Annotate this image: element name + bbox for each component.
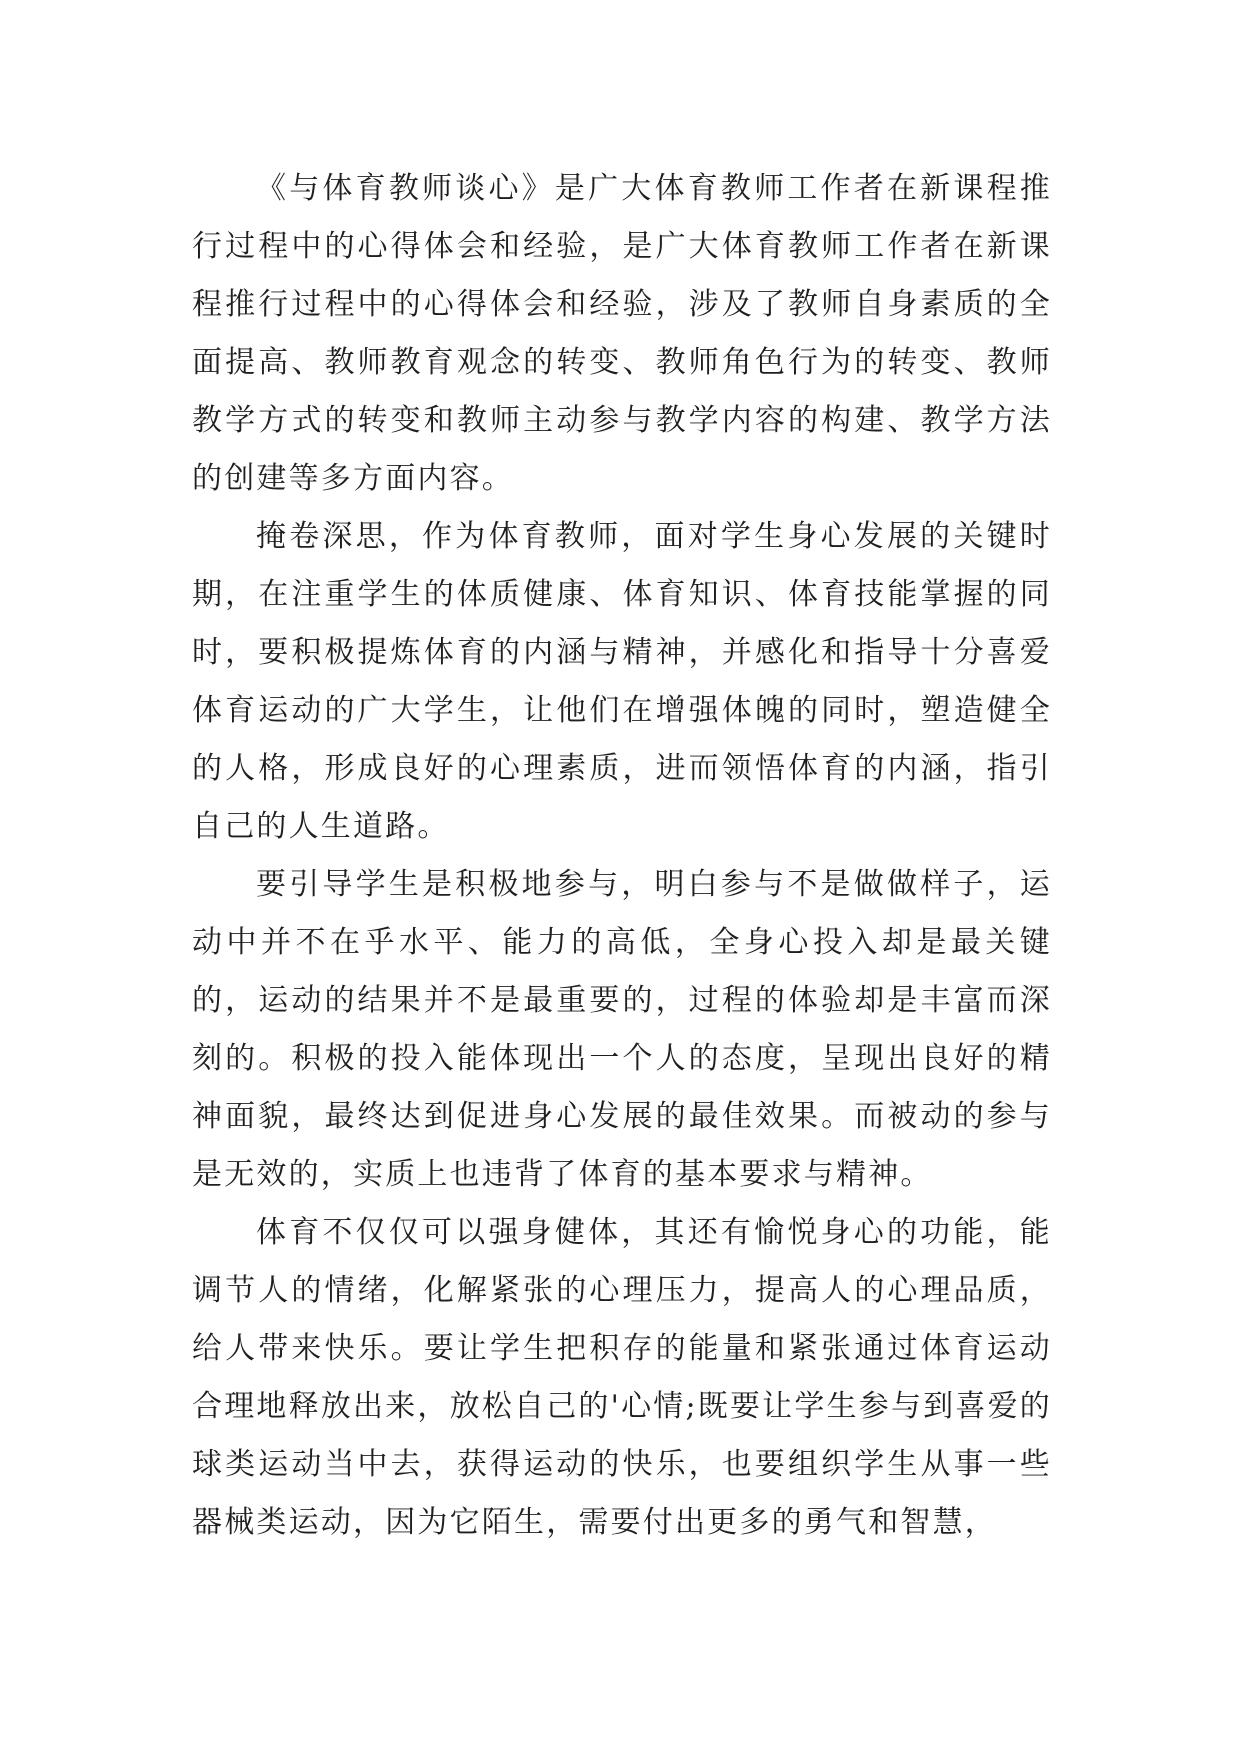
paragraph-1: 《与体育教师谈心》是广大体育教师工作者在新课程推行过程中的心得体会和经验，是广大体育教师工作者在新课程推行过程中的心得体会和经验，涉及了教师自身素质的全面提高、教师教育观念的转变、教师角色行为的转变、教师教学方式的转变和教师主动参与教学内容的构建、教学方法的创建等多方面内容。 [192, 171, 1052, 496]
paragraph-2: 掩卷深思，作为体育教师，面对学生身心发展的关键时期，在注重学生的体质健康、体育知识、体育技能掌握的同时，要积极提炼体育的内涵与精神，并感化和指导十分喜爱体育运动的广大学生，让他们在增强体魄的同时，塑造健全的人格，形成良好的心理素质，进而领悟体育的内涵，指引自己的人生道路。 [192, 519, 1052, 844]
paragraph-4: 体育不仅仅可以强身健体，其还有愉悦身心的功能，能调节人的情绪，化解紧张的心理压力，提高人的心理品质，给人带来快乐。要让学生把积存的能量和紧张通过体育运动合理地释放出来，放松自己的'心情;既要让学生参与到喜爱的球类运动当中去，获得运动的快乐，也要组织学生从事一些器械类运动，因为它陌生，需要付出更多的勇气和智慧， [192, 1215, 1052, 1540]
paragraph-3: 要引导学生是积极地参与，明白参与不是做做样子，运动中并不在乎水平、能力的高低，全身心投入却是最关键的，运动的结果并不是最重要的，过程的体验却是丰富而深刻的。积极的投入能体现出一个人的态度，呈现出良好的精神面貌，最终达到促进身心发展的最佳效果。而被动的参与是无效的，实质上也违背了体育的基本要求与精神。 [192, 867, 1052, 1192]
document-body [192, 160, 1052, 1552]
